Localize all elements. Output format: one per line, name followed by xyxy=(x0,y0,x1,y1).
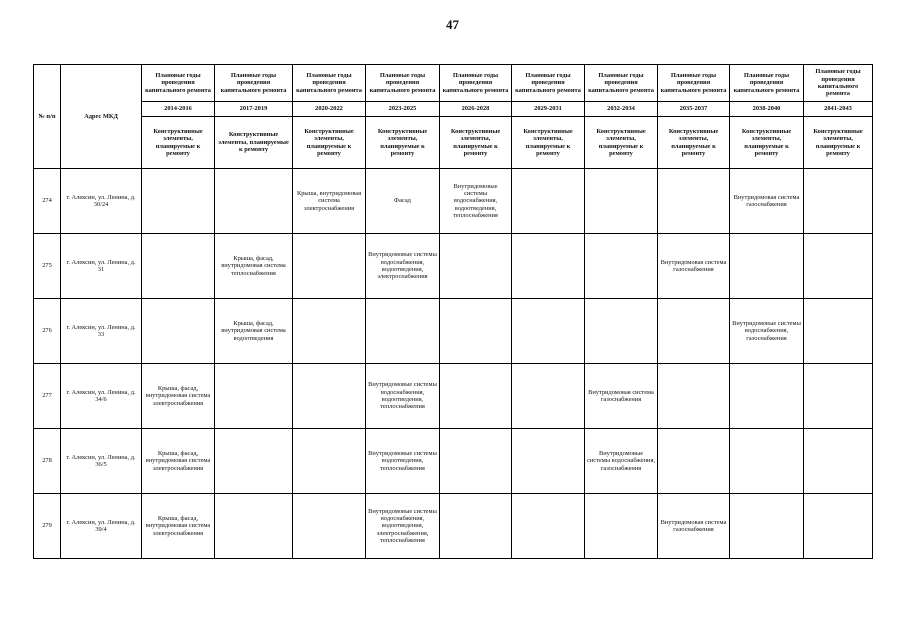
table-cell xyxy=(804,169,873,234)
table-cell xyxy=(730,364,804,429)
table-cell: Внутридомовые системы водоснабжения, водоотведения, электроснабжения, теплоснабжения xyxy=(366,494,440,559)
table-cell xyxy=(585,234,658,299)
period-title: Плановые годы проведения капитального ремонта xyxy=(293,65,366,102)
row-address: г. Алексин, ул. Ленина, д. 31 xyxy=(61,234,142,299)
table-cell xyxy=(512,494,585,559)
table-cell xyxy=(440,299,512,364)
table-cell xyxy=(215,169,293,234)
table-cell xyxy=(804,364,873,429)
period-elements: Конструктивные элементы, планируемые к ремонту xyxy=(366,117,440,169)
header-address: Адрес МКД xyxy=(61,65,142,169)
table-cell: Крыша, фасад, внутридомовая система теплоснабжения xyxy=(215,234,293,299)
header-title-row xyxy=(34,65,873,102)
table-cell xyxy=(658,364,730,429)
period-years: 2026-2028 xyxy=(440,102,512,117)
row-number: 276 xyxy=(34,299,61,364)
table-cell xyxy=(366,299,440,364)
table-cell: Внутридомовые системы водоснабжения, газоснабжения xyxy=(585,429,658,494)
table-cell: Крыша, фасад, внутридомовая система водоотведения xyxy=(215,299,293,364)
period-elements: Конструктивные элементы, планируемые к ремонту xyxy=(585,117,658,169)
table-cell xyxy=(440,364,512,429)
period-elements: Конструктивные элементы, планируемые к ремонту xyxy=(804,117,873,169)
table-row xyxy=(34,234,873,299)
page-number: 47 xyxy=(446,17,459,32)
table-cell: Внутридомовые системы водоснабжения, газоснабжения xyxy=(730,299,804,364)
period-years: 2041-2043 xyxy=(804,102,873,117)
row-address: г. Алексин, ул. Ленина, д. 36/5 xyxy=(61,429,142,494)
period-years: 2023-2025 xyxy=(366,102,440,117)
table-cell xyxy=(440,234,512,299)
period-title: Плановые годы проведения капитального ремонта xyxy=(658,65,730,102)
header-num: № п/п xyxy=(34,65,61,169)
period-title: Плановые годы проведения капитального ремонта xyxy=(585,65,658,102)
table-cell xyxy=(658,429,730,494)
period-title: Плановые годы проведения капитального ремонта xyxy=(142,65,215,102)
period-title: Плановые годы проведения капитального ремонта xyxy=(730,65,804,102)
table-cell xyxy=(440,494,512,559)
period-years: 2014-2016 xyxy=(142,102,215,117)
table-cell xyxy=(804,429,873,494)
table-cell: Внутридомовая система газоснабжения xyxy=(658,234,730,299)
header-elements-row xyxy=(34,117,873,169)
row-address: г. Алексин, ул. Ленина, д. 34/6 xyxy=(61,364,142,429)
table-cell xyxy=(293,364,366,429)
table-cell: Внутридомовые системы водоснабжения, водоотведения, теплоснабжения xyxy=(366,364,440,429)
table-cell xyxy=(730,494,804,559)
row-number: 277 xyxy=(34,364,61,429)
table-cell xyxy=(293,299,366,364)
table-cell xyxy=(512,429,585,494)
header-years-row xyxy=(34,102,873,117)
table-cell xyxy=(585,494,658,559)
table-row xyxy=(34,364,873,429)
period-years: 2029-2031 xyxy=(512,102,585,117)
table-header xyxy=(34,65,873,169)
table-cell xyxy=(658,299,730,364)
table-cell xyxy=(804,234,873,299)
table-cell xyxy=(730,429,804,494)
table-cell: Крыша, фасад, внутридомовая система электроснабжения xyxy=(142,364,215,429)
row-number: 275 xyxy=(34,234,61,299)
table-cell xyxy=(512,234,585,299)
table-cell: Крыша, фасад, внутридомовая система электроснабжения xyxy=(142,429,215,494)
table-cell: Внутридомовая система газоснабжения xyxy=(585,364,658,429)
table-cell xyxy=(440,429,512,494)
table-row xyxy=(34,494,873,559)
period-title: Плановые годы проведения капитального ремонта xyxy=(215,65,293,102)
table-cell xyxy=(512,299,585,364)
table-cell xyxy=(293,234,366,299)
table-cell xyxy=(215,364,293,429)
table-row xyxy=(34,299,873,364)
row-number: 279 xyxy=(34,494,61,559)
table-cell xyxy=(512,364,585,429)
period-title: Плановые годы проведения капитального ремонта xyxy=(366,65,440,102)
period-years: 2032-2034 xyxy=(585,102,658,117)
table-cell: Крыша, фасад, внутридомовая система электроснабжения xyxy=(142,494,215,559)
period-title: Плановые годы проведения капитального ремонта xyxy=(804,65,873,102)
period-years: 2020-2022 xyxy=(293,102,366,117)
table-cell xyxy=(804,299,873,364)
table-cell xyxy=(293,494,366,559)
table-cell: Фасад xyxy=(366,169,440,234)
row-address: г. Алексин, ул. Ленина, д. 33 xyxy=(61,299,142,364)
table-cell xyxy=(658,169,730,234)
table-cell xyxy=(142,299,215,364)
row-address: г. Алексин, ул. Ленина, д. 30/24 xyxy=(61,169,142,234)
table-cell: Крыша, внутридомовая система электроснабжения xyxy=(293,169,366,234)
period-elements: Конструктивные элементы, планируемые к ремонту xyxy=(730,117,804,169)
table-cell: Внутридомовые системы водоснабжения, водоотведения, теплоснабжения xyxy=(440,169,512,234)
table-cell xyxy=(215,429,293,494)
period-elements: Конструктивные элементы, планируемые к ремонту xyxy=(440,117,512,169)
table-row xyxy=(34,429,873,494)
table-cell: Внутридомовая система газоснабжения xyxy=(730,169,804,234)
table-cell xyxy=(142,234,215,299)
period-elements: Конструктивные элементы, планируемые к ремонту xyxy=(142,117,215,169)
period-years: 2038-2040 xyxy=(730,102,804,117)
period-years: 2017-2019 xyxy=(215,102,293,117)
row-number: 274 xyxy=(34,169,61,234)
table-body xyxy=(34,169,873,559)
period-elements: Конструктивные элементы, планируемые к ремонту xyxy=(512,117,585,169)
period-title: Плановые годы проведения капитального ремонта xyxy=(512,65,585,102)
period-elements: Конструктивные элементы, планируемые к ремонту xyxy=(215,117,293,169)
table-cell: Внутридомовая система газоснабжения xyxy=(658,494,730,559)
table-cell xyxy=(585,169,658,234)
row-number: 278 xyxy=(34,429,61,494)
table-cell xyxy=(804,494,873,559)
period-elements: Конструктивные элементы, планируемые к ремонту xyxy=(293,117,366,169)
table-cell xyxy=(293,429,366,494)
table-cell: Внутридомовые системы водоснабжения, водоотведения, электроснабжения xyxy=(366,234,440,299)
period-title: Плановые годы проведения капитального ремонта xyxy=(440,65,512,102)
table-cell xyxy=(730,234,804,299)
row-address: г. Алексин, ул. Ленина, д. 39/4 xyxy=(61,494,142,559)
table-cell xyxy=(585,299,658,364)
table-cell: Внутридомовые системы водоотведения, теплоснабжения xyxy=(366,429,440,494)
period-elements: Конструктивные элементы, планируемые к ремонту xyxy=(658,117,730,169)
capital-repair-table xyxy=(33,64,873,559)
table-row xyxy=(34,169,873,234)
table-cell xyxy=(142,169,215,234)
period-years: 2035-2037 xyxy=(658,102,730,117)
table-cell xyxy=(512,169,585,234)
table-cell xyxy=(215,494,293,559)
